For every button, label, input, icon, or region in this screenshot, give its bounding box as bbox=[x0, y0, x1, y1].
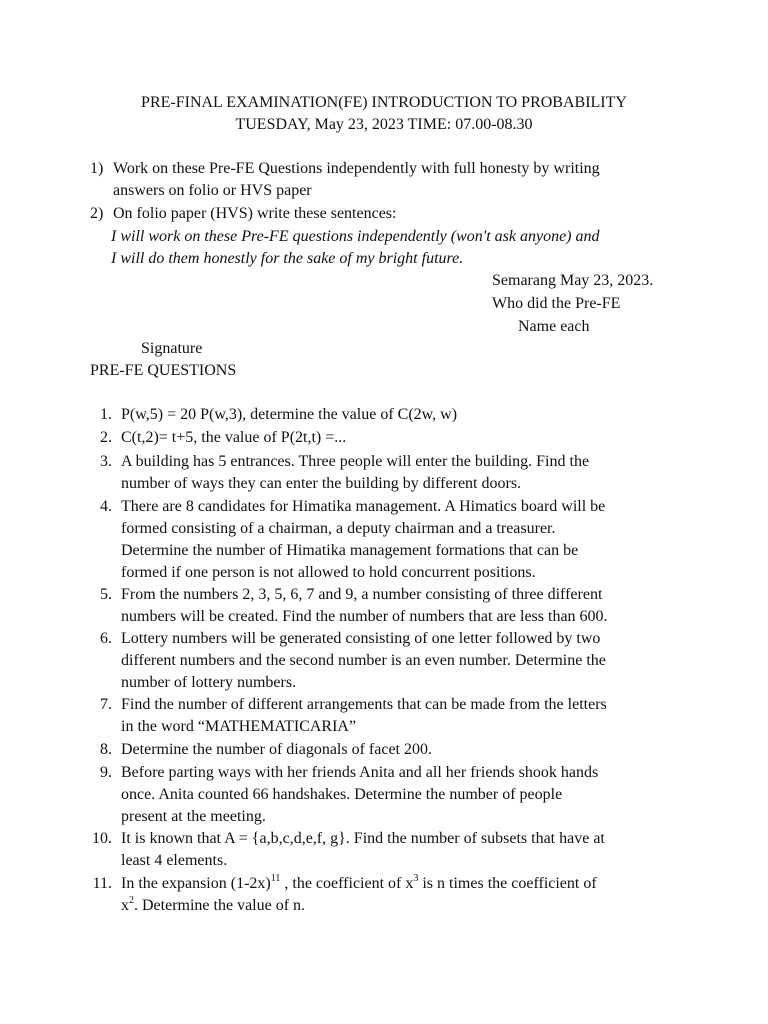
honesty-statement-line: I will do them honestly for the sake of my bright future. bbox=[111, 250, 464, 267]
question-text: number of lottery numbers. bbox=[121, 674, 297, 691]
question-text bbox=[121, 895, 305, 917]
exponent: 11 bbox=[270, 872, 281, 884]
question-number: 1. bbox=[100, 406, 112, 423]
question-text-part: In the expansion (1-2x) bbox=[121, 875, 271, 892]
question-text: numbers will be created. Find the number of numbers that are less than 600. bbox=[121, 608, 608, 625]
question-text: formed consisting of a chairman, a deputy chairman and a treasurer. bbox=[121, 520, 556, 537]
question-number: 7. bbox=[100, 696, 112, 713]
question-number: 9. bbox=[100, 764, 112, 781]
question-text: once. Anita counted 66 handshakes. Determine the number of people bbox=[121, 786, 563, 803]
section-title: PRE-FE QUESTIONS bbox=[90, 362, 237, 379]
question-text: A building has 5 entrances. Three people will enter the building. Find the bbox=[121, 453, 590, 470]
question-text: Before parting ways with her friends Anita and all her friends shook hands bbox=[121, 764, 599, 781]
place-date: Semarang May 23, 2023. bbox=[492, 272, 654, 289]
question-number: 6. bbox=[100, 630, 112, 647]
question-text: Determine the number of Himatika management formations that can be bbox=[121, 542, 579, 559]
question-number: 11. bbox=[92, 875, 112, 892]
question-text: least 4 elements. bbox=[121, 852, 228, 869]
question-text: C(t,2)= t+5, the value of P(2t,t) =... bbox=[121, 429, 347, 446]
instruction-number: 1) bbox=[90, 160, 104, 177]
question-number: 5. bbox=[100, 586, 112, 603]
question-text: P(w,5) = 20 P(w,3), determine the value of C(2w, w) bbox=[121, 406, 458, 423]
instruction-number: 2) bbox=[90, 205, 104, 222]
question-text: number of ways they can enter the building by different doors. bbox=[121, 475, 522, 492]
exponent: 2 bbox=[129, 894, 134, 906]
question-text: formed if one person is not allowed to hold concurrent positions. bbox=[121, 564, 536, 581]
question-text: different numbers and the second number is an even number. Determine the bbox=[121, 652, 606, 669]
exam-date-time: TUESDAY, May 23, 2023 TIME: 07.00-08.30 bbox=[235, 116, 533, 133]
question-number: 10. bbox=[92, 830, 112, 847]
question-text: There are 8 candidates for Himatika management. A Himatics board will be bbox=[121, 498, 606, 515]
question-text: It is known that A = {a,b,c,d,e,f, g}. Find the number of subsets that have at bbox=[121, 830, 605, 847]
instruction-text: Work on these Pre-FE Questions independently with full honesty by writing bbox=[113, 160, 600, 177]
question-text: in the word “MATHEMATICARIA” bbox=[121, 718, 357, 735]
exam-title: PRE-FINAL EXAMINATION(FE) INTRODUCTION TO PROBABILITY bbox=[141, 94, 627, 111]
honesty-statement-line: I will work on these Pre-FE questions independently (won't ask anyone) and bbox=[111, 228, 600, 245]
question-number: 2. bbox=[100, 429, 112, 446]
question-text-part: x bbox=[121, 897, 129, 914]
question-text: Lottery numbers will be generated consisting of one letter followed by two bbox=[121, 630, 601, 647]
question-number: 8. bbox=[100, 741, 112, 758]
question-text: present at the meeting. bbox=[121, 808, 266, 825]
question-text-part: . Determine the value of n. bbox=[134, 897, 306, 914]
who-did-label: Who did the Pre-FE bbox=[492, 295, 621, 312]
question-text: Find the number of different arrangements that can be made from the letters bbox=[121, 696, 607, 713]
instruction-text: answers on folio or HVS paper bbox=[113, 182, 312, 199]
question-text: Determine the number of diagonals of facet 200. bbox=[121, 741, 432, 758]
signature-label: Signature bbox=[141, 340, 203, 357]
question-text-part: is n times the coefficient of bbox=[418, 875, 597, 892]
question-text: From the numbers 2, 3, 5, 6, 7 and 9, a number consisting of three different bbox=[121, 586, 603, 603]
question-text bbox=[121, 873, 597, 895]
question-number: 4. bbox=[100, 498, 112, 515]
instruction-text: On folio paper (HVS) write these sentences: bbox=[113, 205, 397, 222]
name-label: Name each bbox=[518, 318, 590, 335]
question-text-part: , the coefficient of x bbox=[280, 875, 414, 892]
exponent: 3 bbox=[413, 872, 419, 884]
question-number: 3. bbox=[100, 453, 112, 470]
